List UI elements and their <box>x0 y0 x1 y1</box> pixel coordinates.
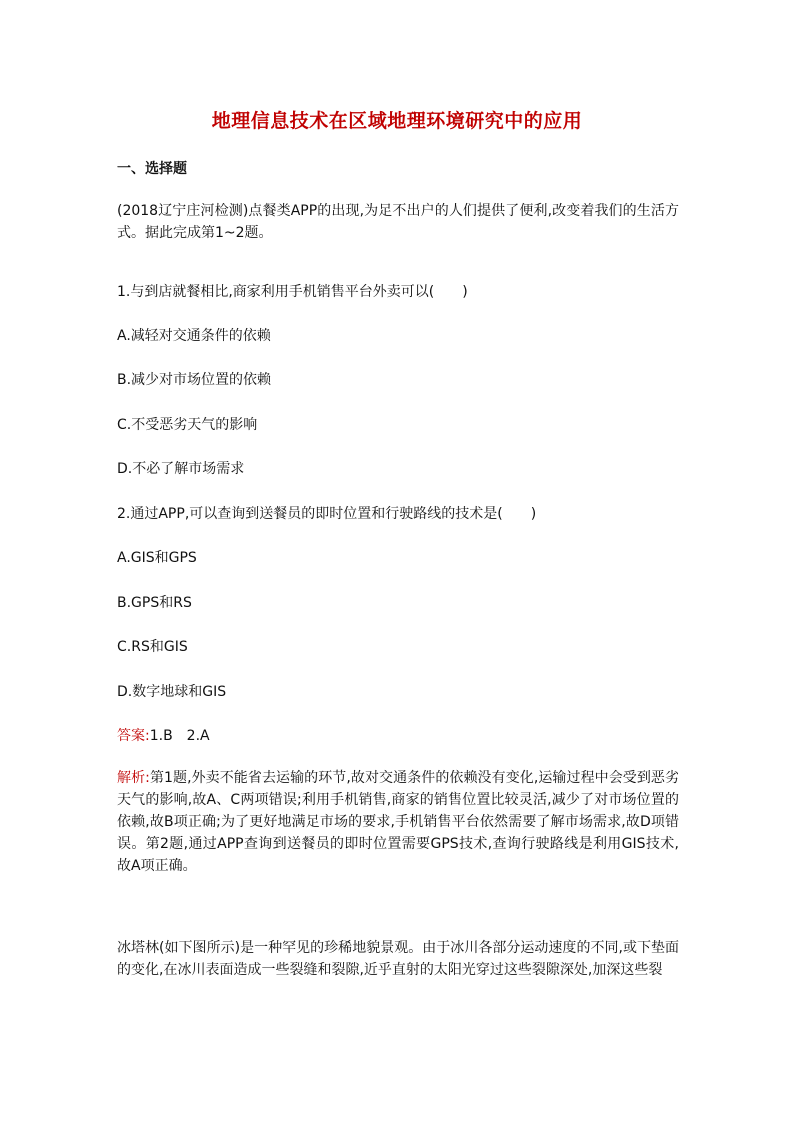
question-1-option-b: B.减少对市场位置的依赖 <box>117 372 272 388</box>
answer-label: 答案: <box>117 728 150 744</box>
question-1-option-a: A.减轻对交通条件的依赖 <box>117 328 271 344</box>
question-2-option-a: A.GIS和GPS <box>117 550 197 566</box>
analysis-text: 第1题,外卖不能省去运输的环节,故对交通条件的依赖没有变化,运输过程中会受到恶劣天气的影响,故A、C两项错误;利用手机销售,商家的销售位置比较灵活,减少了对市场位置的依赖,故B项正确;为了更好地满足市场的要求,手机销售平台依然需要了解市场需求,故D项错误。第2题,通过APP查询到送餐员的即时位置需要GPS技术,查询行驶路线是利用GIS技术,故A项正确。 <box>117 770 680 874</box>
passage-paragraph: 冰塔林(如下图所示)是一种罕见的珍稀地貌景观。由于冰川各部分运动速度的不同,或下垫面的变化,在冰川表面造成一些裂缝和裂隙,近乎直射的太阳光穿过这些裂隙深处,加深这些裂 <box>117 940 679 978</box>
answer-text: 1.B 2.A <box>149 728 210 744</box>
question-1-option-d: D.不必了解市场需求 <box>117 461 245 477</box>
answer-line <box>117 725 210 745</box>
analysis-paragraph <box>117 767 679 877</box>
question-2-option-b: B.GPS和RS <box>117 595 192 611</box>
document-title: 地理信息技术在区域地理环境研究中的应用 <box>211 110 583 132</box>
question-2-option-d: D.数字地球和GIS <box>117 684 227 700</box>
question-2-option-c: C.RS和GIS <box>117 639 188 655</box>
question-1-option-c: C.不受恶劣天气的影响 <box>117 417 258 433</box>
analysis-label: 解析: <box>117 770 150 786</box>
question-2-stem: 2.通过APP,可以查询到送餐员的即时位置和行驶路线的技术是( ) <box>117 506 537 522</box>
intro-paragraph: (2018辽宁庄河检测)点餐类APP的出现,为足不出户的人们提供了便利,改变着我们的生活方式。据此完成第1~2题。 <box>117 203 679 241</box>
section-heading: 一、选择题 <box>117 161 187 177</box>
question-1-stem: 1.与到店就餐相比,商家利用手机销售平台外卖可以( ) <box>117 284 468 300</box>
